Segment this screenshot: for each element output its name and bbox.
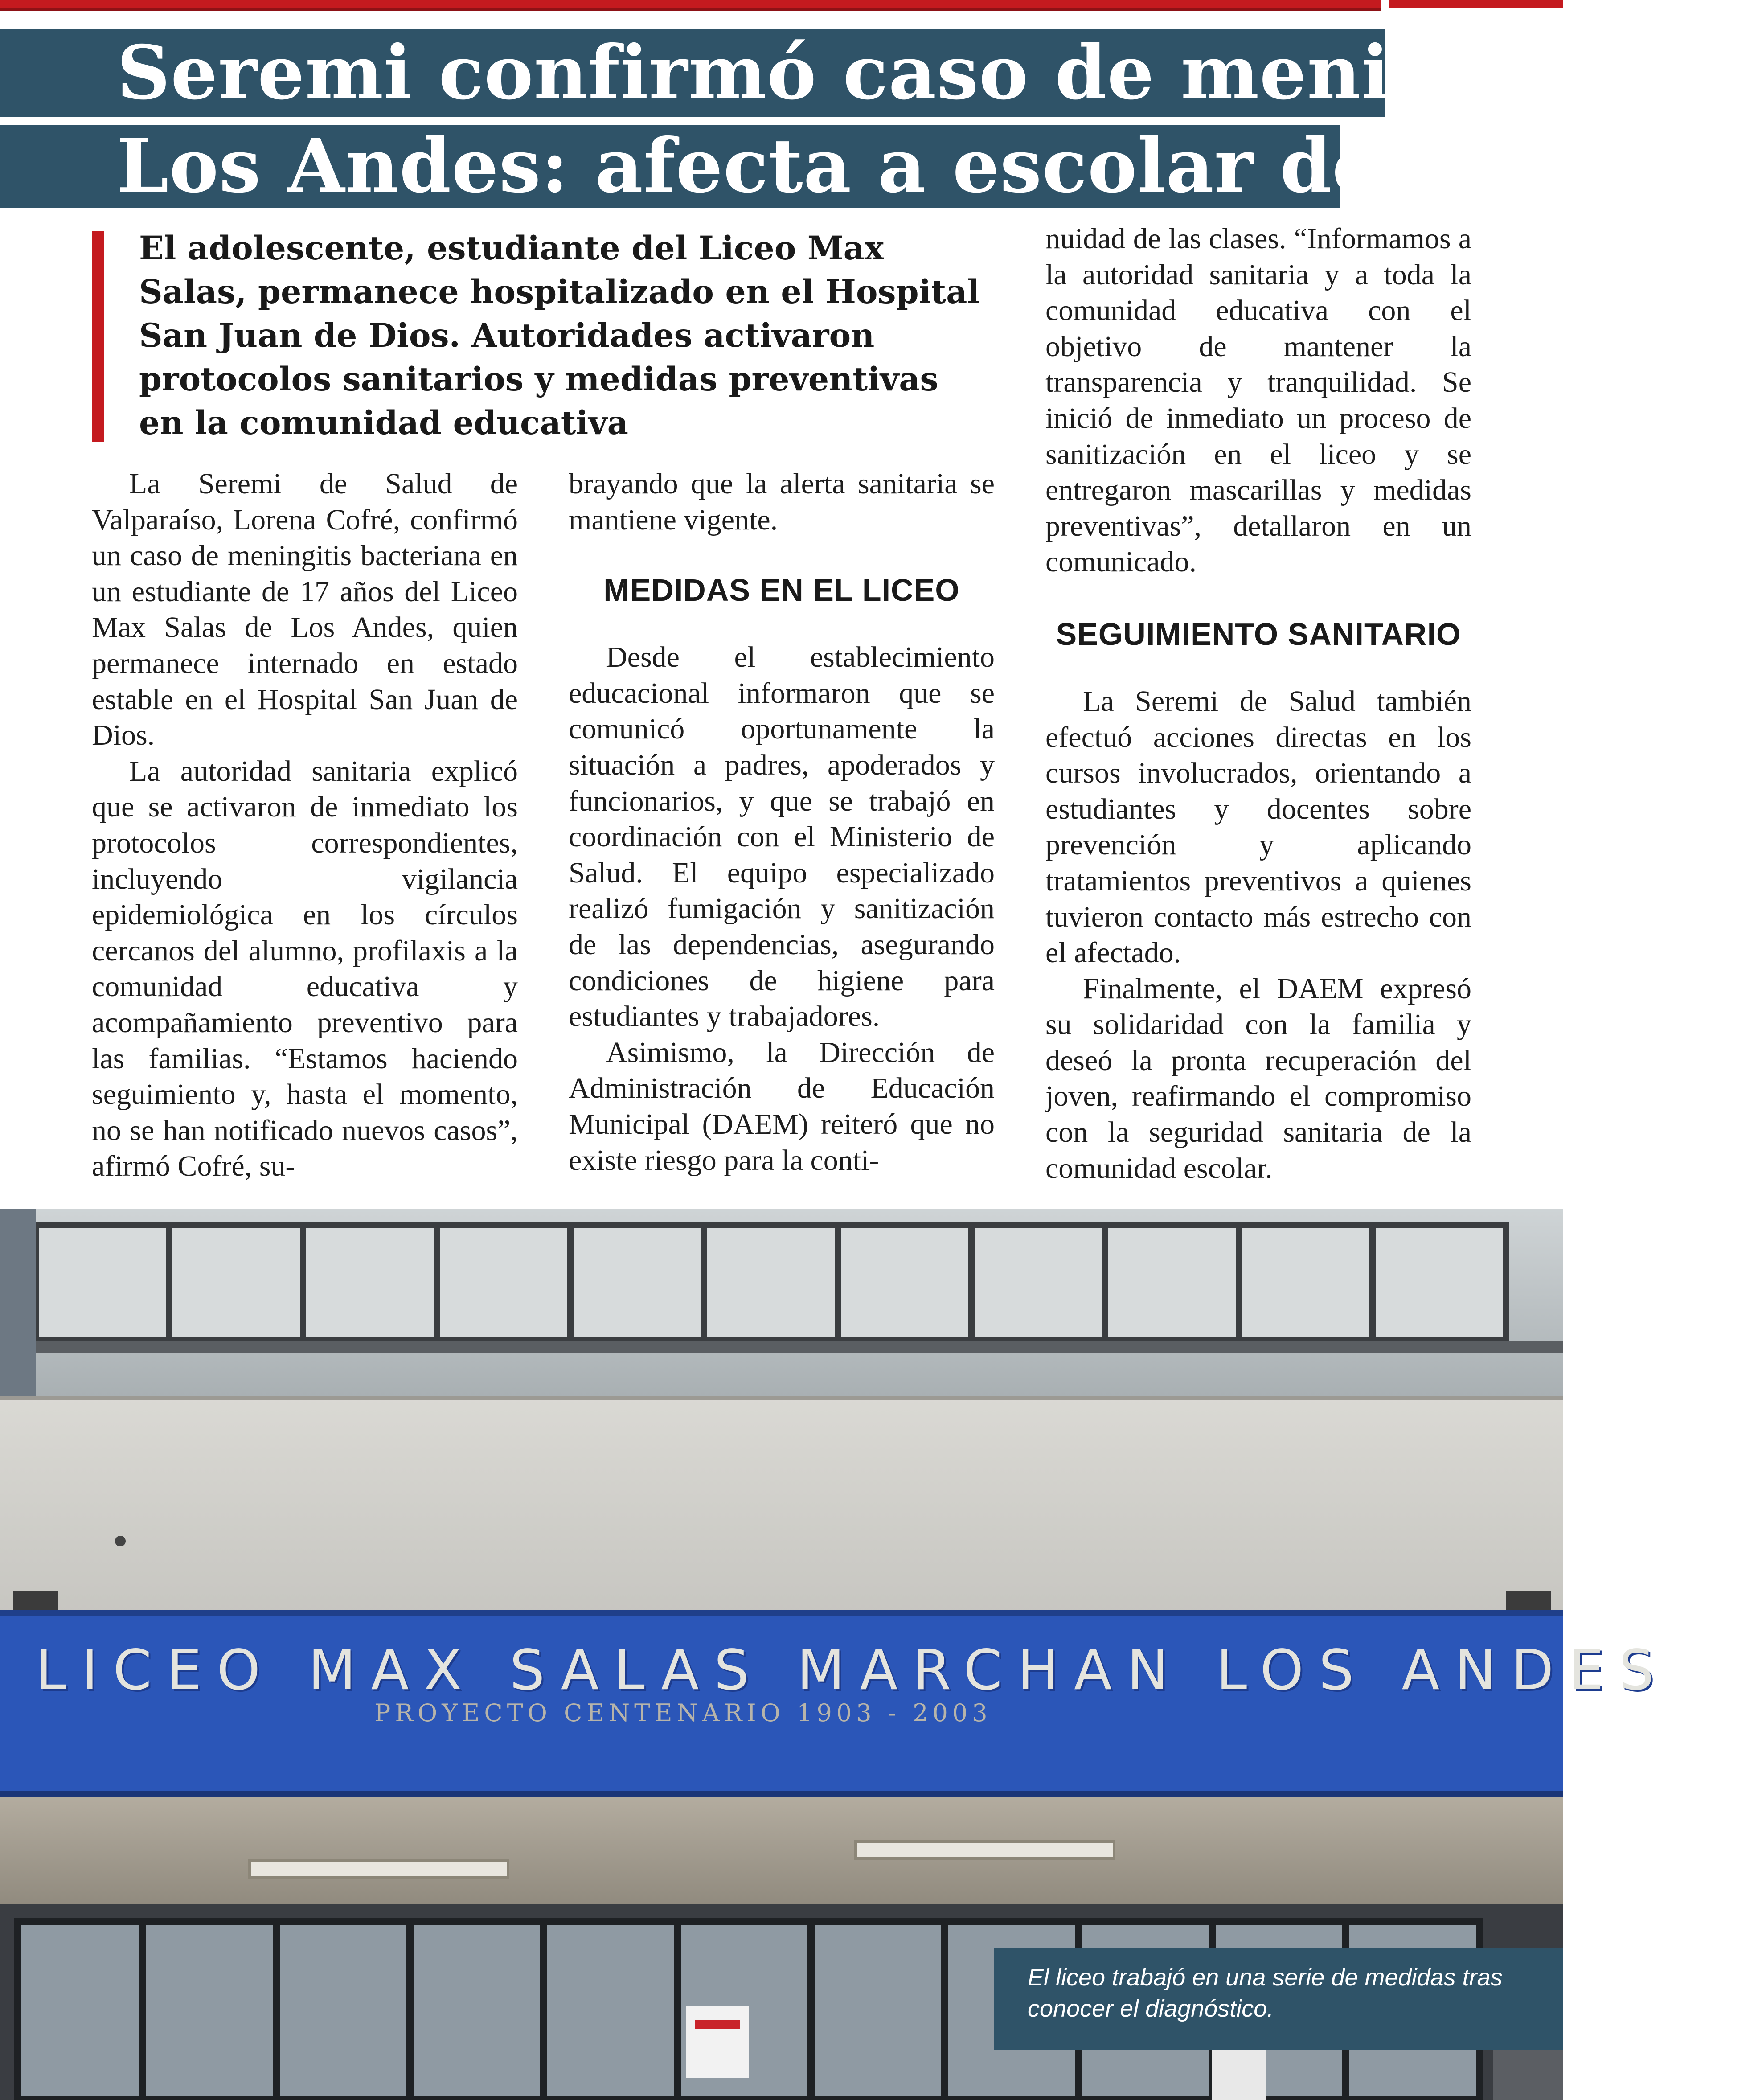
article-column-3 <box>1045 221 1471 1186</box>
body-paragraph-2-continued: brayando que la alerta sanitaria se mantiene vigente. <box>569 468 995 536</box>
body-paragraph-2: La autoridad sanitaria explicó que se activaron de inmediato los protocolos correspondientes, incluyendo vigilancia epidemiológica en los círculos cercanos del alumno, profilaxis a la comunidad educativa y acompañamiento preventivo para las familias. “Estamos haciendo seguimiento y, hasta el momento, no se han notificado nuevos casos”, afirmó Cofré, su- <box>92 755 518 1183</box>
school-sign-subtitle: PROYECTO CENTENARIO 1903 - 2003 <box>374 1699 992 1727</box>
article-column-2 <box>569 466 995 1178</box>
top-red-rule-right <box>1389 0 1563 8</box>
body-paragraph-4-continued: nuidad de las clases. “Informamos a la autoridad sanitaria y a toda la comunidad educativa con el objetivo de mantener la transparencia y tranquilidad. Se inició de inmediato un proceso de sanitización en el liceo y se entregaron mascarillas y medidas preventivas”, detallaron en un comunicado. <box>1045 222 1471 578</box>
lead-paragraph: El adolescente, estudiante del Liceo Max Salas, permanece hospitalizado en el Hospital San Juan de Dios. Autoridades activaron protocolos sanitarios y medidas preventivas en la comunidad educativa <box>139 229 980 442</box>
lead-accent-bar <box>92 231 104 442</box>
headline-line-2: Los Andes: afecta a escolar de 17 años <box>0 125 1340 208</box>
body-paragraph-4: Asimismo, la Dirección de Administración de Educación Municipal (DAEM) reiteró que no existe riesgo para la conti- <box>569 1036 995 1177</box>
body-paragraph-5: La Seremi de Salud también efectuó acciones directas en los cursos involucrados, orientando a estudiantes y docentes sobre prevención y aplicando tratamientos preventivos a quienes tuvieron contacto más estrecho con el afectado. <box>1045 685 1471 969</box>
body-paragraph-6: Finalmente, el DAEM expresó su solidaridad con la familia y deseó la pronta recuperación del joven, reafirmando el compromiso con la seguridad sanitaria de la comunidad escolar. <box>1045 972 1471 1185</box>
body-paragraph-1: La Seremi de Salud de Valparaíso, Lorena Cofré, confirmó un caso de meningitis bacteriana en un estudiante de 17 años del Liceo Max Salas de Los Andes, quien permanece internado en estado estable en el Hospital San Juan de Dios. <box>92 468 518 752</box>
article-column-1 <box>92 466 518 1185</box>
school-sign-lettering: LICEO MAX SALAS MARCHAN LOS ANDES <box>36 1638 1669 1702</box>
subhead-seguimiento: SEGUIMIENTO SANITARIO <box>1056 616 1461 652</box>
headline-line-1: Seremi confirmó caso de meningitis en <box>0 29 1385 117</box>
subhead-medidas: MEDIDAS EN EL LICEO <box>603 573 960 608</box>
top-red-rule-shadow <box>0 8 1381 11</box>
body-paragraph-3: Desde el establecimiento educacional informaron que se comunicó oportunamente la situación a padres, apoderados y funcionarios, y que se trabajó en coordinación con el Ministerio de Salud. El equipo especializado realizó fumigación y sanitización de las dependencias, asegurando condiciones de higiene para estudiantes y trabajadores. <box>569 641 995 1033</box>
top-red-rule <box>0 0 1381 8</box>
photo-caption: El liceo trabajó en una serie de medidas tras conocer el diagnóstico. <box>994 1948 1563 2050</box>
